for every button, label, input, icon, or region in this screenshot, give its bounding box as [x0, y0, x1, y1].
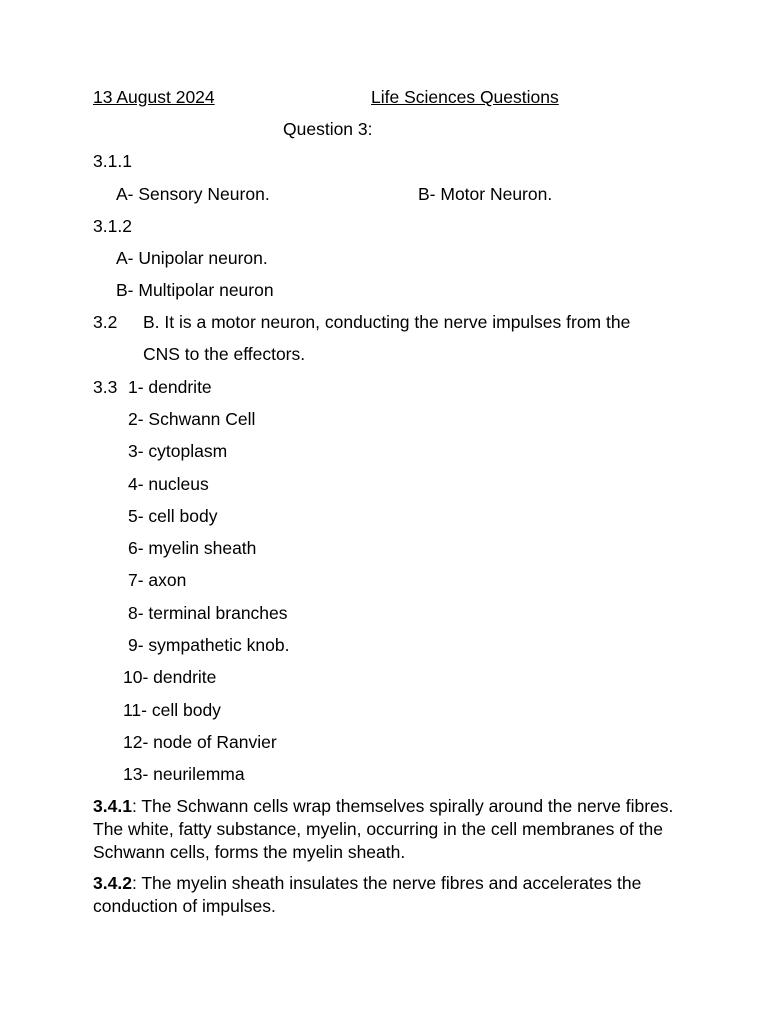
- q312-number: 3.1.2: [93, 216, 132, 236]
- q341-paragraph: [93, 795, 683, 864]
- q32-answer-line1: B. It is a motor neuron, conducting the nerve impulses from the: [143, 312, 631, 332]
- q312-answer-b: B- Multipolar neuron: [116, 280, 274, 300]
- date: 13 August 2024: [93, 87, 215, 107]
- q341-text: : The Schwann cells wrap themselves spirally around the nerve fibres. The white, fatty substance, myelin, occurring in the cell membranes of the Schwann cells, forms the myelin sheath.: [93, 796, 674, 862]
- q311-number: 3.1.1: [93, 151, 132, 171]
- q32-answer-line2: CNS to the effectors.: [143, 344, 306, 364]
- q341-number: 3.4.1: [93, 796, 132, 816]
- list-item: 10- dendrite: [123, 667, 217, 687]
- list-item: 11- cell body: [123, 700, 221, 720]
- q33-number: 3.3: [93, 377, 118, 397]
- document-title: Life Sciences Questions: [371, 87, 559, 107]
- list-item: 5- cell body: [128, 506, 218, 526]
- list-item: 2- Schwann Cell: [128, 409, 256, 429]
- list-item: 12- node of Ranvier: [123, 732, 277, 752]
- list-item: 6- myelin sheath: [128, 538, 257, 558]
- q312-answer-a: A- Unipolar neuron.: [116, 248, 268, 268]
- list-item: 4- nucleus: [128, 474, 209, 494]
- list-item: 9- sympathetic knob.: [128, 635, 290, 655]
- list-item: 7- axon: [128, 570, 187, 590]
- question-heading: Question 3:: [283, 119, 373, 139]
- list-item: 3- cytoplasm: [128, 441, 228, 461]
- list-item: 1- dendrite: [128, 377, 212, 397]
- q342-paragraph: [93, 872, 683, 918]
- q32-number: 3.2: [93, 312, 118, 332]
- q342-text: : The myelin sheath insulates the nerve fibres and accelerates the conduction of impulses.: [93, 873, 642, 916]
- list-item: 8- terminal branches: [128, 603, 288, 623]
- q311-answer-a: A- Sensory Neuron.: [116, 184, 270, 204]
- q342-number: 3.4.2: [93, 873, 132, 893]
- list-item: 13- neurilemma: [123, 764, 245, 784]
- q311-answer-b: B- Motor Neuron.: [418, 184, 553, 204]
